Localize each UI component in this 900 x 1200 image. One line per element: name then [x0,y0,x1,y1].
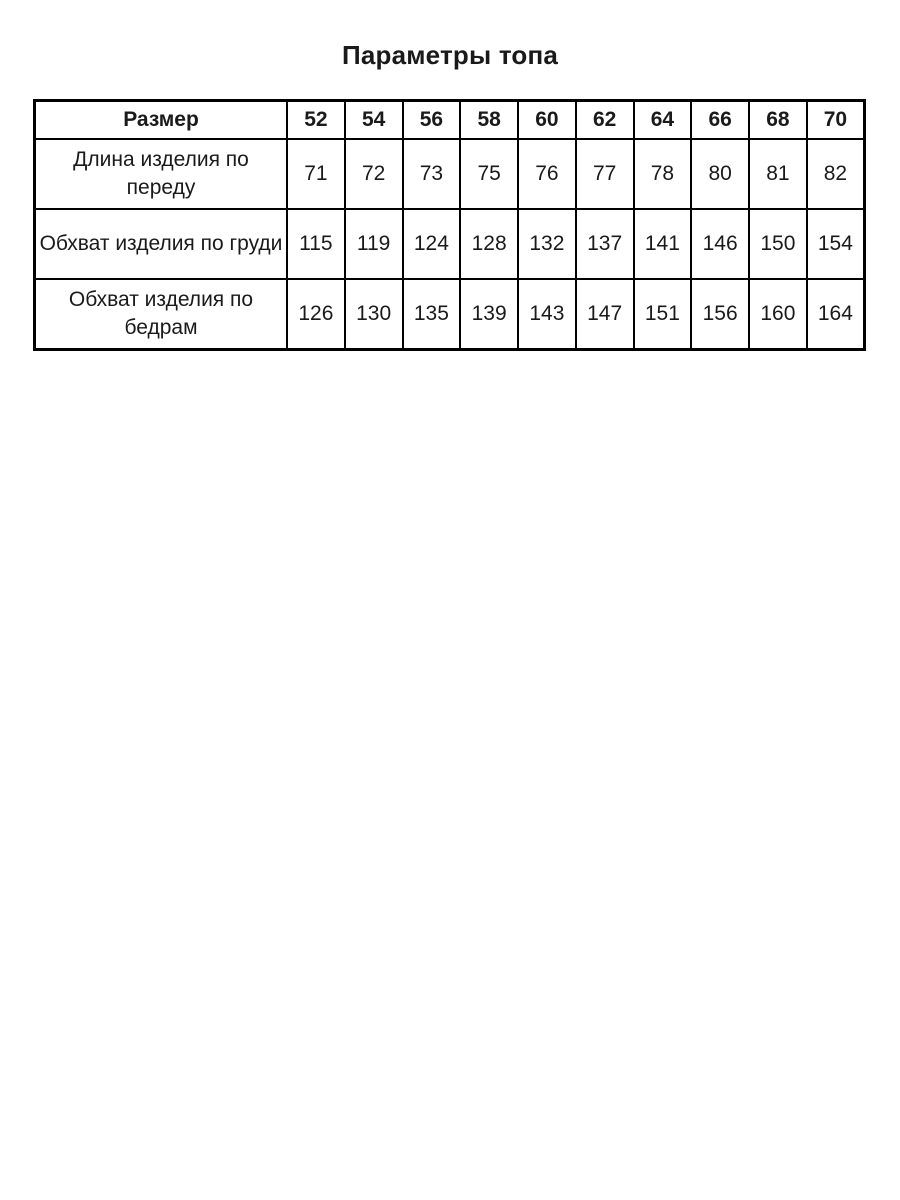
value-cell: 128 [460,209,518,279]
row-label: Обхват изделия по бедрам [35,279,288,350]
header-cell-size: 54 [345,101,403,140]
header-cell-size: 68 [749,101,807,140]
value-cell: 156 [691,279,749,350]
value-cell: 137 [576,209,634,279]
header-cell-size: 62 [576,101,634,140]
value-cell: 82 [807,139,865,209]
header-cell-size: 58 [460,101,518,140]
header-cell-size: 60 [518,101,576,140]
value-cell: 146 [691,209,749,279]
value-cell: 154 [807,209,865,279]
value-cell: 78 [634,139,692,209]
header-cell-size-label: Размер [35,101,288,140]
page-title: Параметры топа [341,40,559,70]
value-cell: 164 [807,279,865,350]
table-row-hip-girth [35,279,865,350]
value-cell: 139 [460,279,518,350]
value-cell: 147 [576,279,634,350]
header-cell-size: 64 [634,101,692,140]
value-cell: 160 [749,279,807,350]
value-cell: 115 [287,209,345,279]
value-cell: 80 [691,139,749,209]
value-cell: 126 [287,279,345,350]
value-cell: 151 [634,279,692,350]
value-cell: 150 [749,209,807,279]
value-cell: 124 [403,209,461,279]
value-cell: 119 [345,209,403,279]
header-cell-size: 70 [807,101,865,140]
row-label: Длина изделия по переду [35,139,288,209]
value-cell: 77 [576,139,634,209]
header-cell-size: 56 [403,101,461,140]
value-cell: 135 [403,279,461,350]
value-cell: 130 [345,279,403,350]
value-cell: 141 [634,209,692,279]
value-cell: 73 [403,139,461,209]
value-cell: 143 [518,279,576,350]
size-parameters-table [33,99,866,351]
value-cell: 75 [460,139,518,209]
table-row-front-length [35,139,865,209]
value-cell: 132 [518,209,576,279]
value-cell: 71 [287,139,345,209]
row-label: Обхват изделия по груди [35,209,288,279]
table-row-chest-girth [35,209,865,279]
value-cell: 76 [518,139,576,209]
table-header-row [35,101,865,140]
value-cell: 72 [345,139,403,209]
header-cell-size: 52 [287,101,345,140]
header-cell-size: 66 [691,101,749,140]
value-cell: 81 [749,139,807,209]
